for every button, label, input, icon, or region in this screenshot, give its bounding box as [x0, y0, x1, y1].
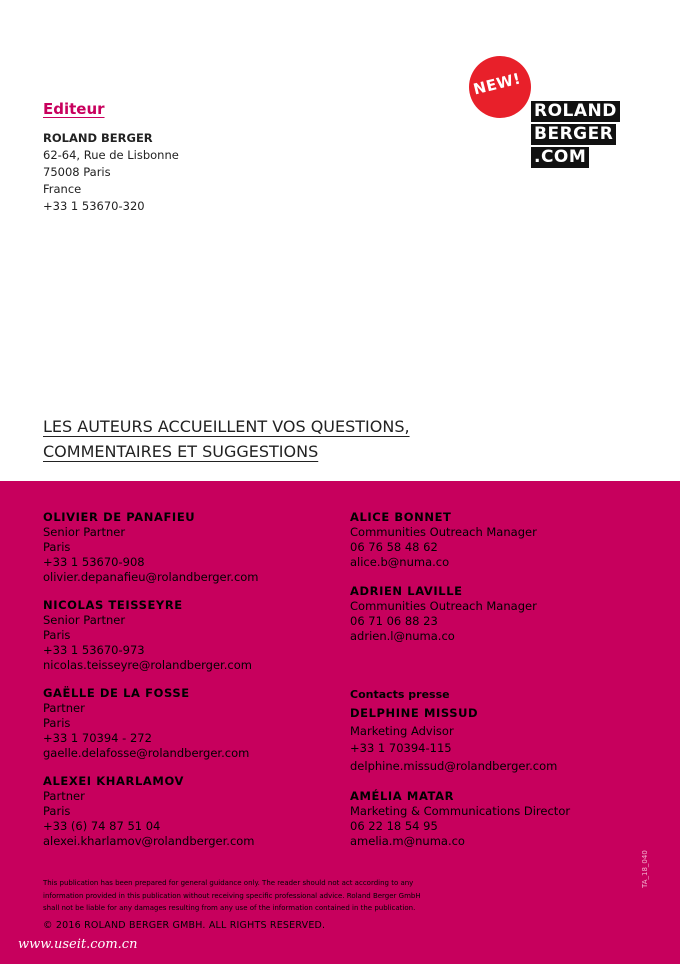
rolandberger-logo[interactable]: [531, 101, 620, 170]
disclaimer: [43, 877, 421, 915]
contact-email[interactable]: gaelle.delafosse@rolandberger.com: [43, 746, 250, 760]
contact-name: OLIVIER DE PANAFIEU: [43, 510, 196, 524]
contact-name: DELPHINE MISSUD: [350, 706, 479, 720]
contact-email[interactable]: olivier.depanafieu@rolandberger.com: [43, 570, 259, 584]
contact-email[interactable]: alice.b@numa.co: [350, 555, 450, 569]
disclaimer-line: This publication has been prepared for general guidance only. The reader should not act according to any: [43, 879, 414, 887]
publisher-street: 62-64, Rue de Lisbonne: [43, 148, 179, 162]
contact-name: GAËLLE DE LA FOSSE: [43, 686, 190, 700]
contact-card: [350, 584, 537, 644]
contact-card: [43, 598, 252, 673]
document-code: TA_18_040: [641, 850, 649, 888]
contact-email[interactable]: nicolas.teisseyre@rolandberger.com: [43, 658, 252, 672]
press-contacts-label: Contacts presse: [350, 688, 450, 701]
contact-city: Paris: [43, 540, 71, 554]
contact-role: Communities Outreach Manager: [350, 525, 537, 539]
questions-line-2: COMMENTAIRES ET SUGGESTIONS: [43, 442, 319, 461]
contact-card: [43, 686, 249, 761]
contact-role: Communities Outreach Manager: [350, 599, 537, 613]
contact-card: [43, 510, 259, 585]
contact-phone: +33 1 53670-908: [43, 555, 145, 569]
publisher-city: 75008 Paris: [43, 165, 111, 179]
contact-email[interactable]: adrien.l@numa.co: [350, 629, 455, 643]
contact-name: AMÉLIA MATAR: [350, 789, 455, 803]
contact-email[interactable]: alexei.kharlamov@rolandberger.com: [43, 834, 255, 848]
contact-phone: +33 1 53670-973: [43, 643, 145, 657]
publisher-phone: +33 1 53670-320: [43, 199, 145, 213]
contact-phone: +33 (6) 74 87 51 04: [43, 819, 161, 833]
contact-name: NICOLAS TEISSEYRE: [43, 598, 183, 612]
contact-role: Marketing & Communications Director: [350, 804, 571, 818]
disclaimer-line: shall not be liable for any damages resulting from any use of the information contained in the publication.: [43, 904, 416, 912]
publisher-name: ROLAND BERGER: [43, 131, 153, 145]
contact-phone: 06 22 18 54 95: [350, 819, 438, 833]
logo-line-2: BERGER: [531, 124, 616, 145]
press-contact-card: [350, 789, 570, 849]
contact-phone: +33 1 70394 - 272: [43, 731, 152, 745]
contact-city: Paris: [43, 804, 71, 818]
press-contact-card: [350, 705, 557, 775]
contact-city: Paris: [43, 716, 71, 730]
contact-role: Partner: [43, 701, 85, 715]
contact-email[interactable]: amelia.m@numa.co: [350, 834, 465, 848]
contact-role: Senior Partner: [43, 525, 126, 539]
contact-email[interactable]: delphine.missud@rolandberger.com: [350, 758, 558, 773]
contact-name: ALICE BONNET: [350, 510, 452, 524]
logo-line-1: ROLAND: [531, 101, 620, 122]
publisher-country: France: [43, 182, 82, 196]
contact-name: ADRIEN LAVILLE: [350, 584, 463, 598]
new-badge: [469, 56, 531, 118]
copyright: © 2016 ROLAND BERGER GMBH. ALL RIGHTS RESERVED.: [43, 920, 326, 931]
contact-phone: +33 1 70394-115: [350, 741, 452, 755]
contact-card: [350, 510, 537, 570]
watermark: www.useit.com.cn: [18, 937, 138, 952]
contact-phone: 06 76 58 48 62: [350, 540, 438, 554]
contact-role: Partner: [43, 789, 85, 803]
contact-card: [43, 774, 255, 849]
publisher-section: [0, 0, 680, 481]
logo-line-3: .COM: [531, 147, 589, 168]
disclaimer-line: information provided in this publication without receiving specific professional advice. Roland Berger GmbH: [43, 891, 421, 900]
editeur-heading: Editeur: [43, 100, 105, 118]
contact-role: Senior Partner: [43, 613, 126, 627]
questions-heading: [43, 414, 410, 464]
contact-phone: 06 71 06 88 23: [350, 614, 438, 628]
contact-role: Marketing Advisor: [350, 723, 454, 738]
contact-city: Paris: [43, 628, 71, 642]
questions-line-1: LES AUTEURS ACCUEILLENT VOS QUESTIONS,: [43, 417, 410, 436]
contact-name: ALEXEI KHARLAMOV: [43, 774, 185, 788]
new-badge-label: NEW!: [471, 69, 523, 99]
publisher-address: [43, 130, 179, 215]
